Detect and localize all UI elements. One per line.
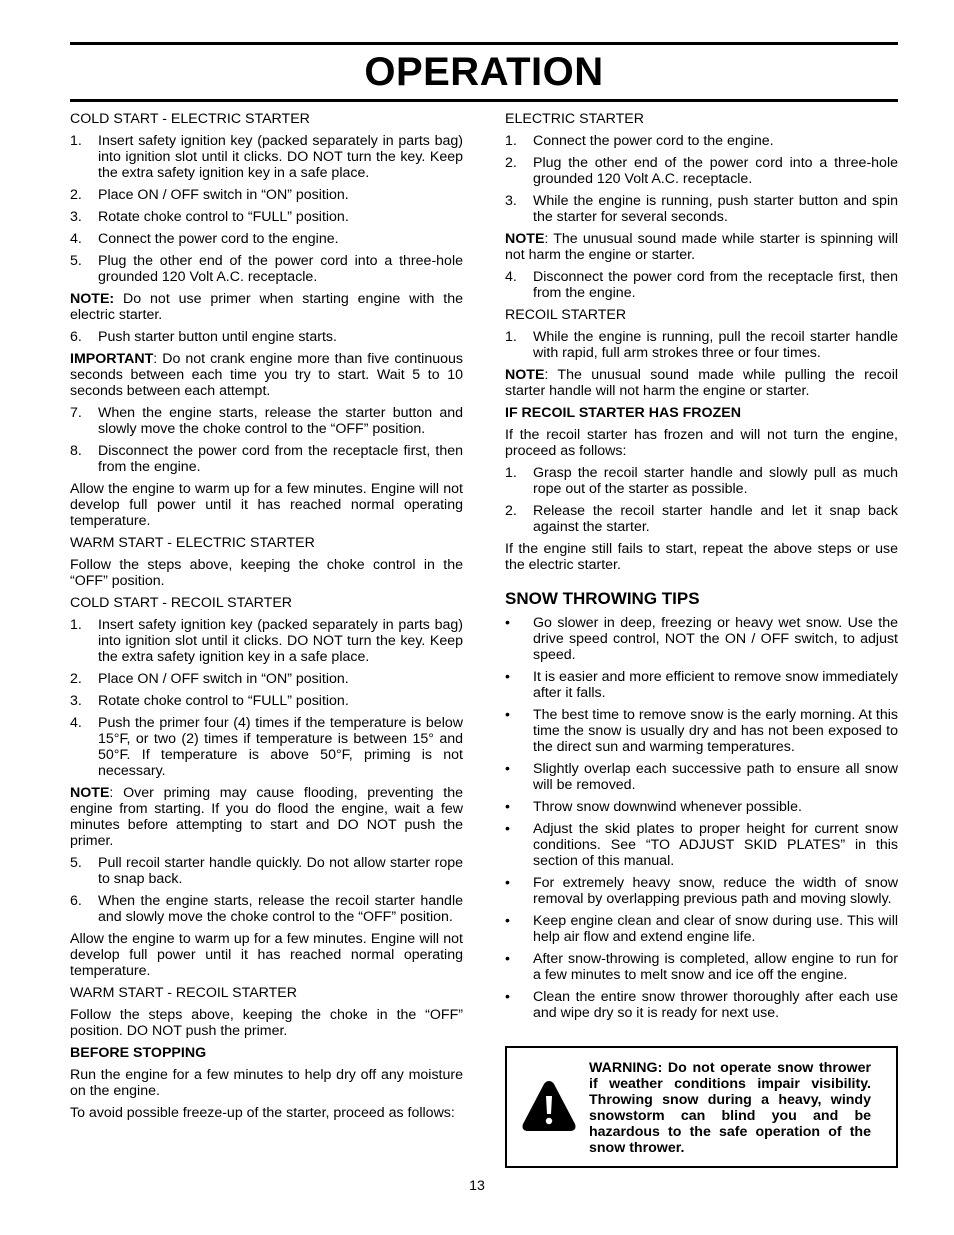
step-number: 3. <box>70 209 82 225</box>
page-number: 13 <box>469 1178 485 1194</box>
list-item <box>505 155 898 187</box>
before-stopping-heading: BEFORE STOPPING <box>70 1045 207 1061</box>
note-label: NOTE: <box>70 291 115 307</box>
step-number: 1. <box>505 329 517 345</box>
step-text: While the engine is running, pull the recoil starter handle with rapid, full arm strokes three or four times. <box>533 329 898 361</box>
step-number: 5. <box>70 855 82 871</box>
bullet-item <box>505 615 898 663</box>
step-number: 6. <box>70 893 82 909</box>
step-text: Push the primer four (4) times if the temperature is below 15°F, or two (2) times if temperature is between 15° and 50°F. If temperature is above 50°F, priming is not necessary. <box>98 715 463 779</box>
cold-recoil-heading: COLD START - RECOIL STARTER <box>70 595 293 611</box>
bullet-icon: • <box>505 875 510 891</box>
note-text: Do not use primer when starting engine with the electric starter. <box>70 291 463 323</box>
bullet-icon: • <box>505 707 510 723</box>
step-text: Disconnect the power cord from the receptacle first, then from the engine. <box>98 443 463 475</box>
cold-recoil-steps <box>70 617 463 779</box>
cold-recoil-steps-2 <box>70 855 463 925</box>
list-item <box>70 133 463 181</box>
list-item <box>505 269 898 301</box>
tip-text: After snow-throwing is completed, allow engine to run for a few minutes to melt snow and ice off the engine. <box>533 951 898 983</box>
bullet-item <box>505 799 898 815</box>
warm-electric-heading: WARM START - ELECTRIC STARTER <box>70 535 315 551</box>
tip-text: Keep engine clean and clear of snow during use. This will help air flow and extend engine life. <box>533 913 898 945</box>
list-item <box>505 465 898 497</box>
tip-text: For extremely heavy snow, reduce the width of snow removal by overlapping previous path and moving slowly. <box>533 875 898 907</box>
step-number: 6. <box>70 329 82 345</box>
electric-starter-heading: ELECTRIC STARTER <box>505 111 645 127</box>
step-text: Rotate choke control to “FULL” position. <box>98 693 349 709</box>
before-stopping-p2: To avoid possible freeze-up of the starter, proceed as follows: <box>70 1105 455 1121</box>
left-column <box>70 111 463 1127</box>
step-number: 4. <box>70 231 82 247</box>
step-text: Disconnect the power cord from the receptacle first, then from the engine. <box>533 269 898 301</box>
bullet-item <box>505 821 898 869</box>
list-item <box>70 187 463 203</box>
frozen-heading: IF RECOIL STARTER HAS FROZEN <box>505 405 741 421</box>
page-title: OPERATION <box>364 50 604 94</box>
note-text: : Over priming may cause flooding, preventing the engine from starting. If you do flood the engine, wait a few minutes before attempting to start and DO NOT push the primer. <box>70 785 463 849</box>
warning-text: WARNING: Do not operate snow thrower if weather conditions impair visibility. Throwing snow during a heavy, windy snowstorm can blind you and be hazardous to the safe operation of the snow thrower. <box>589 1060 871 1156</box>
tip-text: Throw snow downwind whenever possible. <box>533 799 802 815</box>
note-text: : The unusual sound made while pulling the recoil starter handle will not harm the engine or starter. <box>505 367 898 399</box>
step-text: Plug the other end of the power cord into a three-hole grounded 120 Volt A.C. receptacle. <box>98 253 463 285</box>
tip-text: It is easier and more efficient to remove snow immediately after it falls. <box>533 669 898 701</box>
electric-starter-steps <box>505 133 898 225</box>
step-number: 5. <box>70 253 82 269</box>
bullet-icon: • <box>505 913 510 929</box>
step-text: Release the recoil starter handle and let it snap back against the starter. <box>533 503 898 535</box>
list-item <box>505 329 898 361</box>
note-text: : The unusual sound made while starter is spinning will not harm the engine or starter. <box>505 231 898 263</box>
frozen-steps <box>505 465 898 535</box>
step-number: 3. <box>505 193 517 209</box>
important-note <box>70 351 463 399</box>
right-column <box>505 111 898 1027</box>
step-number: 3. <box>70 693 82 709</box>
list-item <box>70 893 463 925</box>
recoil-starter-heading: RECOIL STARTER <box>505 307 627 323</box>
step-text: Insert safety ignition key (packed separately in parts bag) into ignition slot until it clicks. DO NOT turn the key. Keep the extra safety ignition key in a safe place. <box>98 133 463 181</box>
warm-electric-text: Follow the steps above, keeping the choke control in the “OFF” position. <box>70 557 463 589</box>
list-item <box>70 253 463 285</box>
list-item <box>70 671 463 687</box>
tip-text: Clean the entire snow thrower thoroughly after each use and wipe dry so it is ready for next use. <box>533 989 898 1021</box>
step-text: Plug the other end of the power cord into a three-hole grounded 120 Volt A.C. receptacle. <box>533 155 898 187</box>
list-item <box>70 209 463 225</box>
cold-electric-steps <box>70 133 463 285</box>
list-item <box>70 231 463 247</box>
step-number: 8. <box>70 443 82 459</box>
list-item <box>70 405 463 437</box>
step-text: Pull recoil starter handle quickly. Do not allow starter rope to snap back. <box>98 855 463 887</box>
step-number: 2. <box>505 503 517 519</box>
tip-text: Go slower in deep, freezing or heavy wet snow. Use the drive speed control, NOT the ON / OFF switch, to adjust speed. <box>533 615 898 663</box>
tip-text: Slightly overlap each successive path to ensure all snow will be removed. <box>533 761 898 793</box>
frozen-intro: If the recoil starter has frozen and will not turn the engine, proceed as follows: <box>505 427 898 459</box>
step-number: 2. <box>70 187 82 203</box>
bullet-icon: • <box>505 669 510 685</box>
note-spinning <box>505 231 898 263</box>
tip-text: The best time to remove snow is the early morning. At this time the snow is usually dry and has not been exposed to the direct sun and warming temperatures. <box>533 707 898 755</box>
before-stopping-p1: Run the engine for a few minutes to help dry off any moisture on the engine. <box>70 1067 463 1099</box>
note-recoil <box>505 367 898 399</box>
warning-box <box>505 1046 898 1168</box>
step-number: 1. <box>70 617 82 633</box>
step-text: Connect the power cord to the engine. <box>98 231 339 247</box>
important-text: : Do not crank engine more than five continuous seconds between each time you try to start. Wait 5 to 10 seconds between each attempt. <box>70 351 463 399</box>
bullet-item <box>505 875 898 907</box>
list-item <box>505 193 898 225</box>
note-priming <box>70 785 463 849</box>
cold-electric-heading: COLD START - ELECTRIC STARTER <box>70 111 310 127</box>
bullet-icon: • <box>505 821 510 837</box>
step-number: 2. <box>70 671 82 687</box>
step-text: Place ON / OFF switch in “ON” position. <box>98 187 349 203</box>
step-number: 4. <box>505 269 517 285</box>
note-primer <box>70 291 463 323</box>
warm-recoil-heading: WARM START - RECOIL STARTER <box>70 985 298 1001</box>
cold-electric-steps-2 <box>70 405 463 475</box>
step-text: Rotate choke control to “FULL” position. <box>98 209 349 225</box>
list-item <box>70 715 463 779</box>
list-item <box>70 443 463 475</box>
warm-recoil-text: Follow the steps above, keeping the choke in the “OFF” position. DO NOT push the primer. <box>70 1007 463 1039</box>
bullet-icon: • <box>505 951 510 967</box>
warning-triangle-icon <box>521 1078 577 1134</box>
step-number: 1. <box>505 133 517 149</box>
step-text: While the engine is running, push starter button and spin the starter for several seconds. <box>533 193 898 225</box>
list-item <box>70 693 463 709</box>
list-item <box>505 503 898 535</box>
step-number: 2. <box>505 155 517 171</box>
bullet-item <box>505 669 898 701</box>
bullet-item <box>505 707 898 755</box>
bullet-item <box>505 913 898 945</box>
frozen-outro: If the engine still fails to start, repeat the above steps or use the electric starter. <box>505 541 898 573</box>
list-item <box>70 329 463 345</box>
step-number: 1. <box>505 465 517 481</box>
bullet-icon: • <box>505 761 510 777</box>
step-text: Push starter button until engine starts. <box>98 329 337 345</box>
top-rule <box>70 42 898 45</box>
bullet-item <box>505 761 898 793</box>
list-item <box>70 855 463 887</box>
snow-tips-list <box>505 615 898 1021</box>
step-text: Place ON / OFF switch in “ON” position. <box>98 671 349 687</box>
list-item <box>70 617 463 665</box>
note-label: NOTE <box>70 785 110 801</box>
step-number: 1. <box>70 133 82 149</box>
step-text: When the engine starts, release the starter button and slowly move the choke control to the “OFF” position. <box>98 405 463 437</box>
step-text: Insert safety ignition key (packed separately in parts bag) into ignition slot until it clicks. DO NOT turn the key. Keep the extra safety ignition key in a safe place. <box>98 617 463 665</box>
warmup-paragraph: Allow the engine to warm up for a few minutes. Engine will not develop full power until it has reached normal operating temperature. <box>70 931 463 979</box>
tip-text: Adjust the skid plates to proper height for current snow conditions. See “TO ADJUST SKID PLATES” in this section of this manual. <box>533 821 898 869</box>
note-label: NOTE <box>505 231 545 247</box>
warmup-paragraph: Allow the engine to warm up for a few minutes. Engine will not develop full power until it has reached normal operating temperature. <box>70 481 463 529</box>
bullet-icon: • <box>505 989 510 1005</box>
bullet-icon: • <box>505 799 510 815</box>
important-label: IMPORTANT <box>70 351 154 367</box>
step-text: When the engine starts, release the recoil starter handle and slowly move the choke control to the “OFF” position. <box>98 893 463 925</box>
note-label: NOTE <box>505 367 545 383</box>
snow-tips-heading: SNOW THROWING TIPS <box>505 589 700 608</box>
step-number: 4. <box>70 715 82 731</box>
step-text: Connect the power cord to the engine. <box>533 133 774 149</box>
bullet-item <box>505 989 898 1021</box>
title-underline <box>70 99 898 102</box>
bullet-icon: • <box>505 615 510 631</box>
step-number: 7. <box>70 405 82 421</box>
bullet-item <box>505 951 898 983</box>
step-text: Grasp the recoil starter handle and slowly pull as much rope out of the starter as possible. <box>533 465 898 497</box>
list-item <box>505 133 898 149</box>
